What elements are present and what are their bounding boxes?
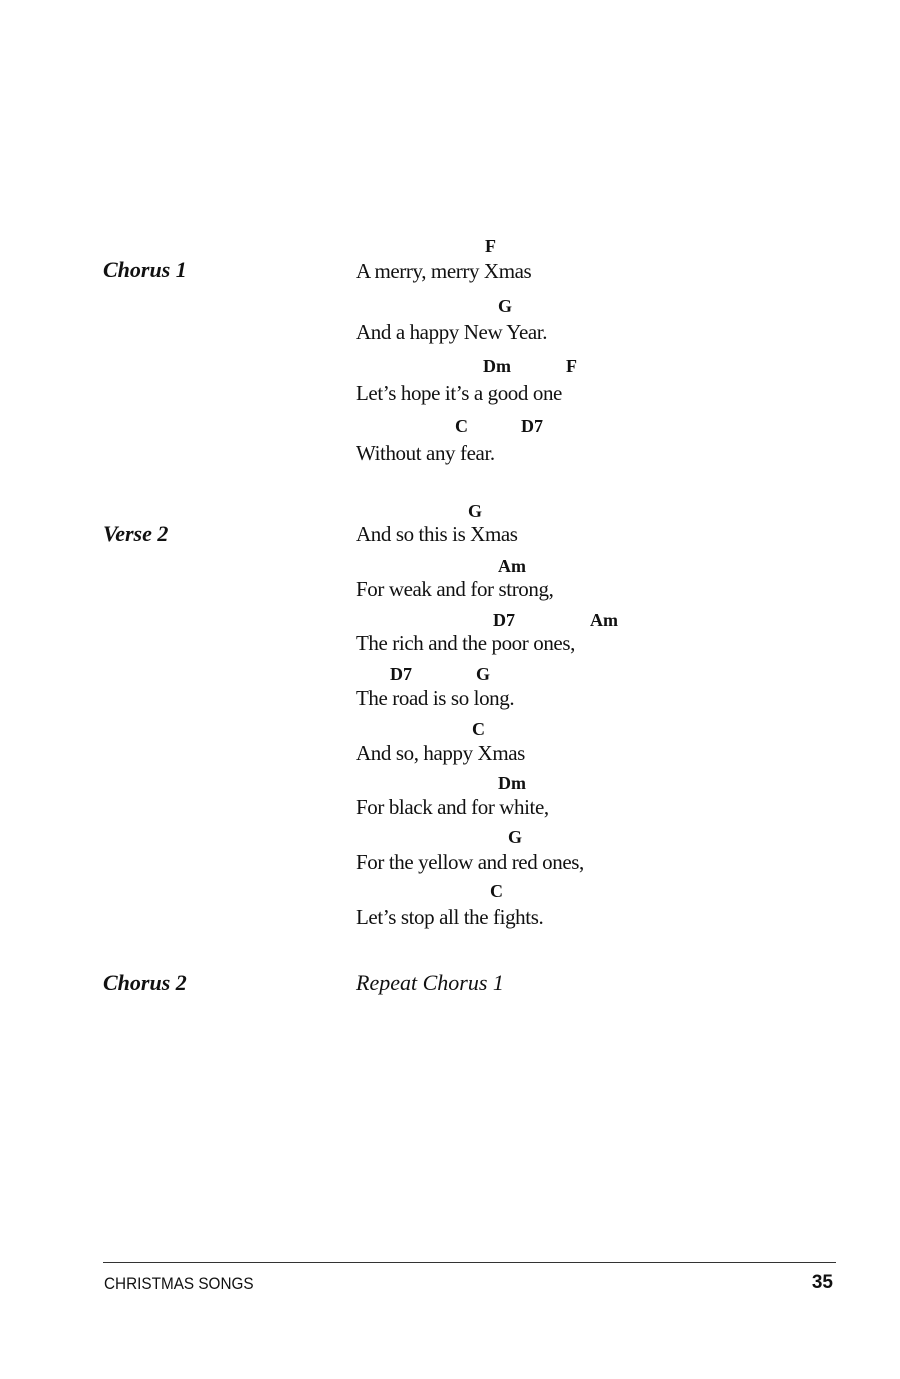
lyric-line: For weak and for strong, — [356, 577, 554, 601]
lyric-line: The road is so long. — [356, 686, 515, 710]
chord: G — [476, 664, 491, 684]
chord: G — [508, 827, 523, 847]
chord: C — [455, 416, 468, 436]
footer-divider — [103, 1262, 836, 1263]
chord: Am — [590, 610, 618, 630]
chord: C — [490, 881, 503, 901]
section-label-verse-2: Verse 2 — [103, 521, 169, 546]
chord: Am — [498, 556, 526, 576]
chord: Dm — [483, 356, 511, 376]
lyric-line: A merry, merry Xmas — [356, 259, 532, 283]
lyric-line: The rich and the poor ones, — [356, 631, 575, 655]
chord: G — [468, 501, 483, 521]
chord: Dm — [498, 773, 526, 793]
lyric-line: Let’s hope it’s a good one — [356, 381, 562, 405]
chord: D7 — [390, 664, 412, 684]
section-label-chorus-1: Chorus 1 — [103, 257, 187, 282]
chord: D7 — [521, 416, 543, 436]
chord: C — [472, 719, 485, 739]
lyric-line: Let’s stop all the fights. — [356, 905, 544, 929]
lyric-line: And so this is Xmas — [356, 522, 518, 546]
lyric-line: For black and for white, — [356, 795, 549, 819]
chord: D7 — [493, 610, 515, 630]
page-number: 35 — [811, 1272, 833, 1293]
lyric-line: And a happy New Year. — [356, 320, 548, 344]
lyric-line: And so, happy Xmas — [356, 741, 525, 765]
footer-book-title: CHRISTMAS SONGS — [104, 1274, 254, 1293]
section-label-chorus-2: Chorus 2 — [103, 970, 187, 995]
chord: G — [498, 296, 513, 316]
lyric-line: Without any fear. — [356, 441, 495, 465]
lyric-line: For the yellow and red ones, — [356, 850, 584, 874]
chord: F — [485, 236, 496, 256]
repeat-instruction: Repeat Chorus 1 — [356, 970, 504, 995]
chord: F — [566, 356, 577, 376]
